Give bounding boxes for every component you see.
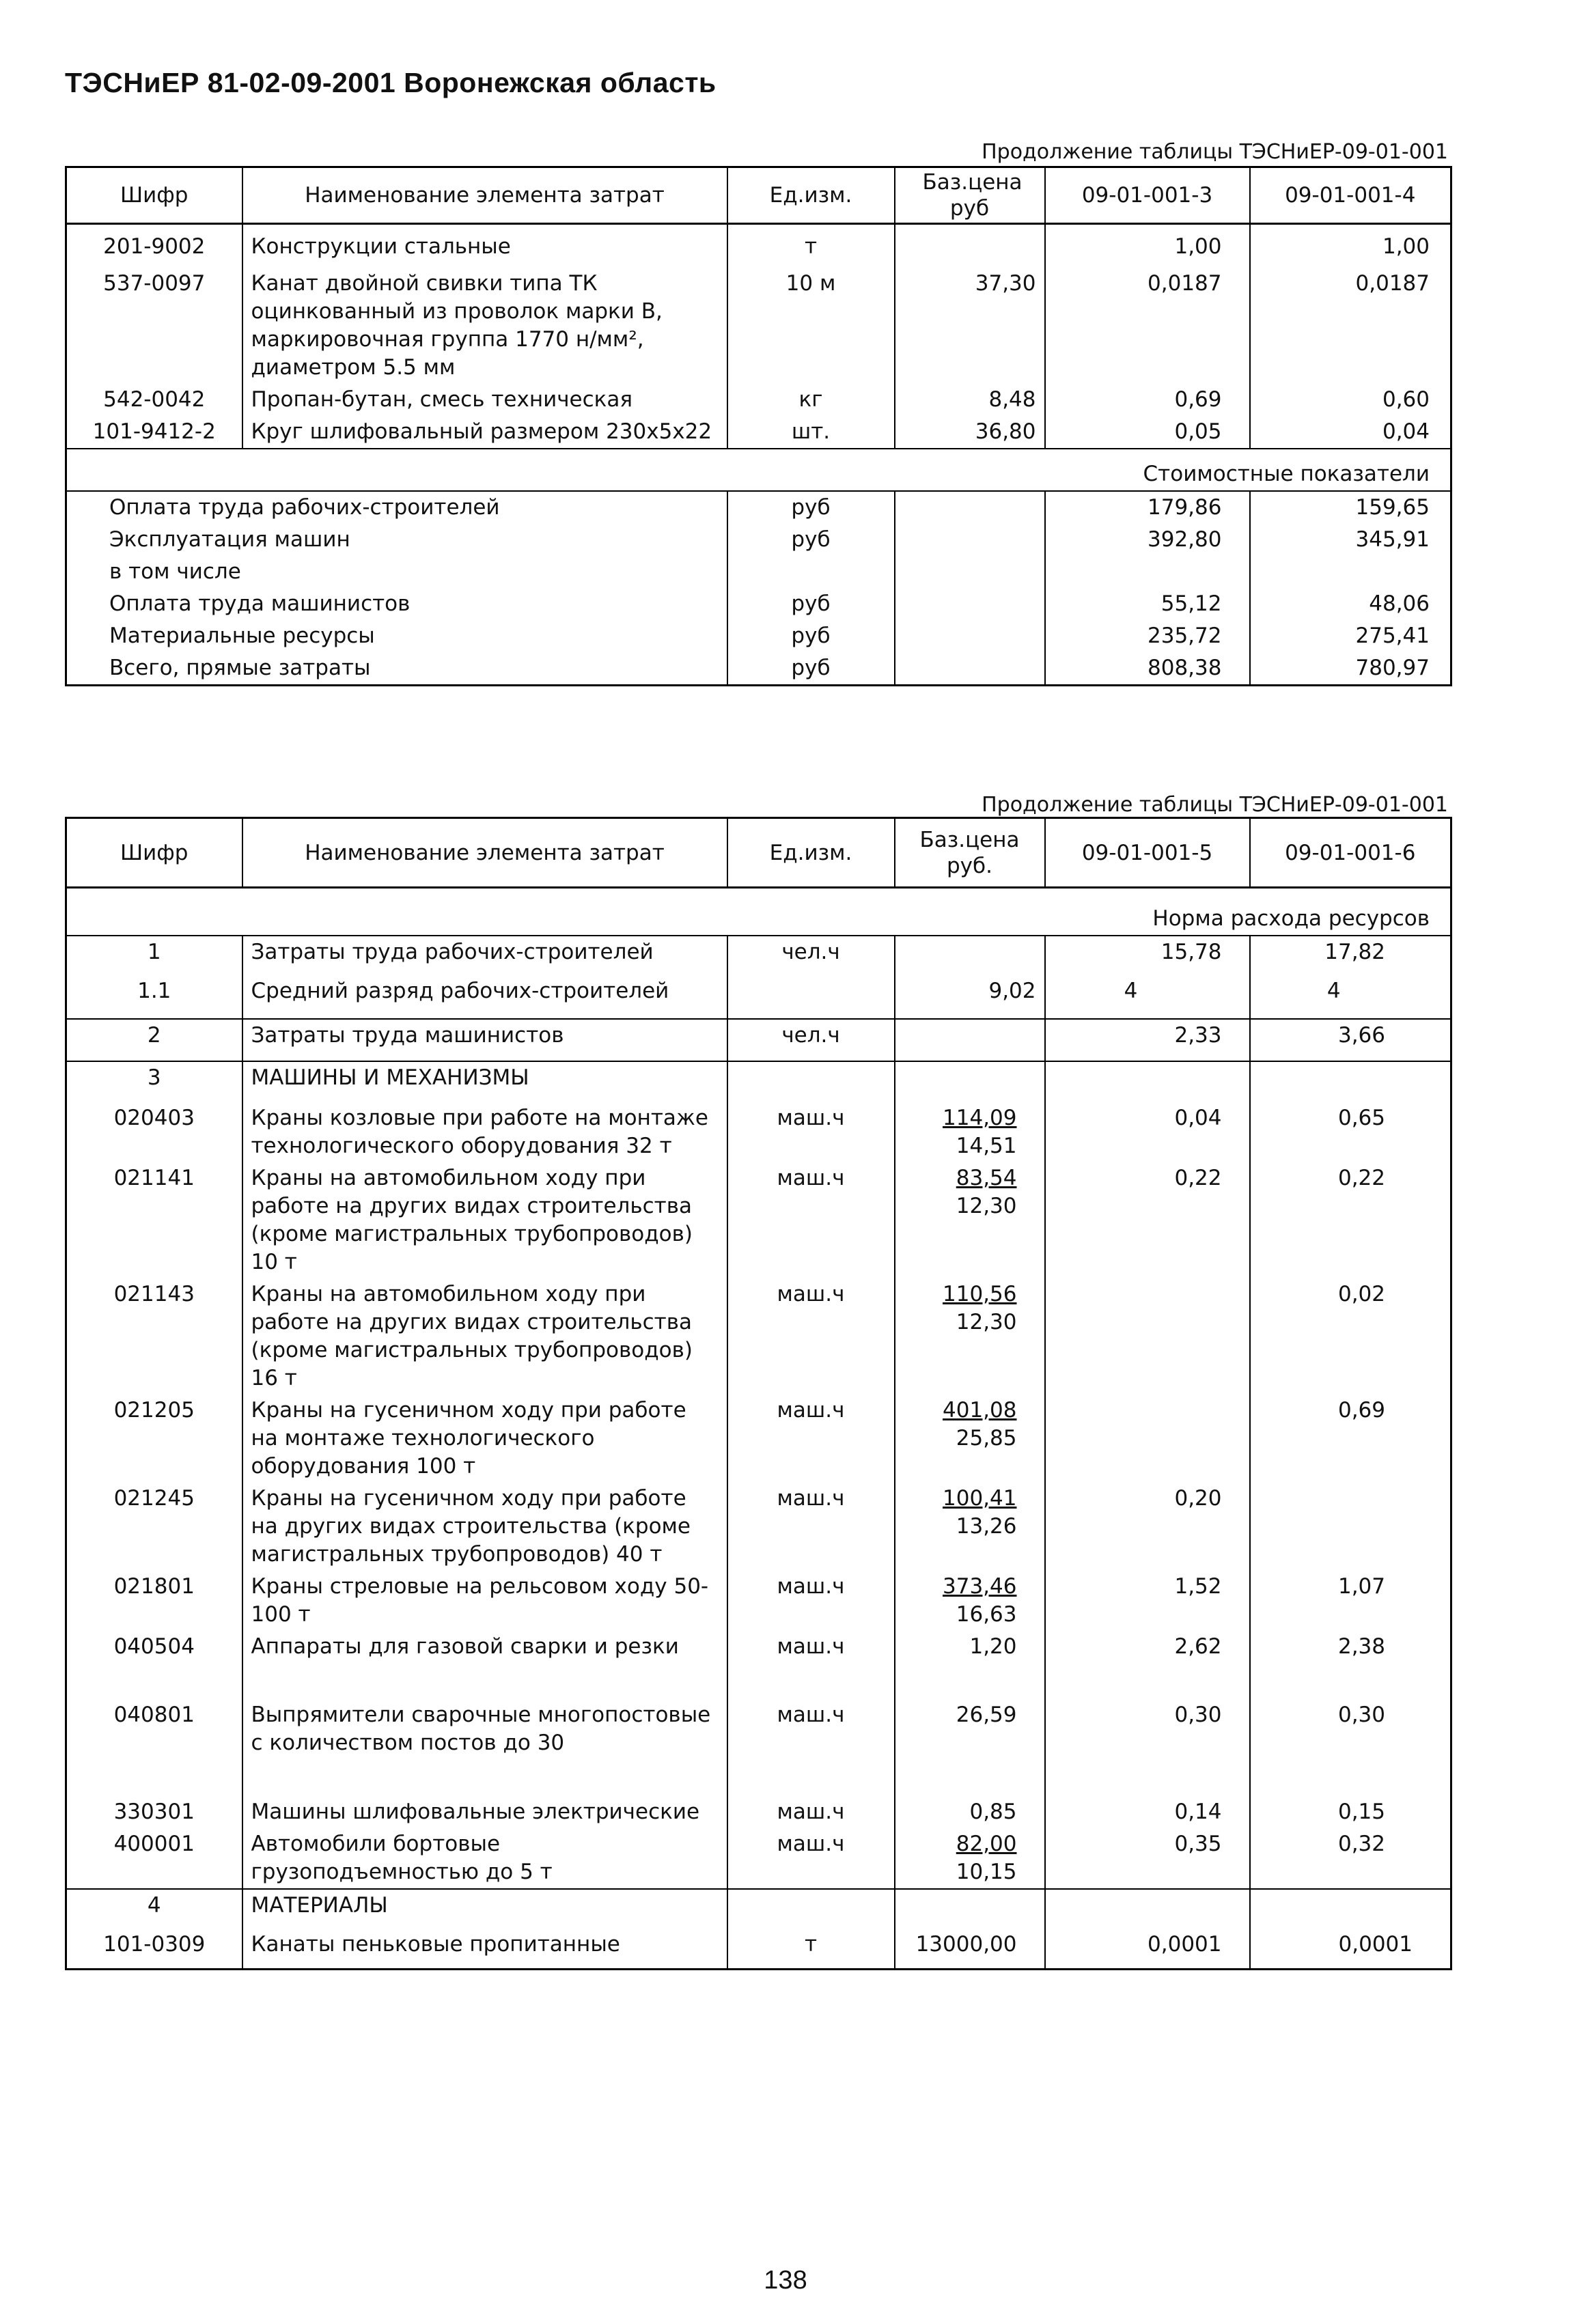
row-price	[895, 936, 1045, 975]
row-price: 26,59	[895, 1699, 1045, 1796]
table-row	[66, 1631, 1451, 1699]
row-v2	[1250, 1061, 1451, 1102]
row-v1: 15,78	[1045, 936, 1250, 975]
row-v1: 0,04	[1045, 1102, 1250, 1162]
header-col2: 09-01-001-4	[1250, 167, 1451, 224]
row-code: 4	[66, 1889, 242, 1929]
price-labor: 10,15	[956, 1859, 1017, 1884]
row-code: 021801	[66, 1571, 242, 1631]
table-row	[66, 1162, 1451, 1278]
row-code: 021141	[66, 1162, 242, 1278]
table-row	[66, 1102, 1451, 1162]
table-row	[66, 936, 1451, 975]
table-row	[66, 224, 1451, 268]
row-price	[895, 1483, 1045, 1571]
row-unit: маш.ч	[727, 1796, 895, 1828]
summary-price	[895, 652, 1045, 686]
row-code: 040801	[66, 1699, 242, 1796]
price-main: 114,09	[943, 1105, 1017, 1130]
row-v1: 0,0187	[1045, 268, 1250, 384]
row-unit	[727, 975, 895, 1019]
summary-unit: руб	[727, 588, 895, 620]
row-unit: кг	[727, 384, 895, 416]
row-code: 101-9412-2	[66, 416, 242, 449]
header-unit: Ед.изм.	[727, 167, 895, 224]
table1-caption: Продолжение таблицы ТЭСНиЕР-09-01-001	[982, 140, 1448, 164]
row-name: Краны стреловые на рельсовом ходу 50-100 т	[242, 1571, 727, 1631]
row-name: Средний разряд рабочих-строителей	[242, 975, 727, 1019]
row-v1: 0,0001	[1045, 1929, 1250, 1970]
summary-label: в том числе	[66, 556, 727, 588]
row-price	[895, 224, 1045, 268]
row-price: 8,48	[895, 384, 1045, 416]
row-v1: 0,35	[1045, 1828, 1250, 1889]
section-row	[66, 1061, 1451, 1102]
band-label-text: Норма расхода ресурсов	[1152, 906, 1430, 931]
section-row	[66, 1889, 1451, 1929]
price-labor: 12,30	[956, 1309, 1017, 1334]
band-label	[66, 888, 1451, 936]
price-main: 82,00	[956, 1831, 1017, 1856]
table-row	[66, 1929, 1451, 1970]
row-code: 1.1	[66, 975, 242, 1019]
summary-v1: 179,86	[1045, 491, 1250, 524]
row-unit: чел.ч	[727, 1019, 895, 1061]
summary-row	[66, 652, 1451, 686]
table-row	[66, 1019, 1451, 1061]
row-price: 1,20	[895, 1631, 1045, 1699]
row-name: Канат двойной свивки типа ТК оцинкованный из проволок марки В, маркировочная группа 1770 н/мм², диаметром 5.5 мм	[242, 268, 727, 384]
row-name: Затраты труда машинистов	[242, 1019, 727, 1061]
row-price	[895, 1061, 1045, 1102]
table-row	[66, 1828, 1451, 1889]
row-unit	[727, 1889, 895, 1929]
row-code: 2	[66, 1019, 242, 1061]
row-v2: 1,07	[1250, 1571, 1451, 1631]
row-unit: маш.ч	[727, 1699, 895, 1796]
table2-header-row	[66, 818, 1451, 888]
row-name: Конструкции стальные	[242, 224, 727, 268]
row-v1: 0,05	[1045, 416, 1250, 449]
table-row	[66, 384, 1451, 416]
summary-unit	[727, 556, 895, 588]
row-v1	[1045, 1395, 1250, 1483]
row-v2	[1250, 1889, 1451, 1929]
header-price: Баз.цена руб.	[895, 818, 1045, 888]
document-title: ТЭСНиЕР 81-02-09-2001 Воронежская область	[65, 67, 717, 98]
band-row	[66, 888, 1451, 936]
row-code: 400001	[66, 1828, 242, 1889]
row-v2: 3,66	[1250, 1019, 1451, 1061]
row-price	[895, 1278, 1045, 1395]
summary-v1: 392,80	[1045, 524, 1250, 556]
header-code: Шифр	[66, 167, 242, 224]
row-v2: 0,65	[1250, 1102, 1451, 1162]
table1-header-row	[66, 167, 1451, 224]
row-unit: маш.ч	[727, 1278, 895, 1395]
row-unit: маш.ч	[727, 1631, 895, 1699]
row-v1: 0,30	[1045, 1699, 1250, 1796]
row-code: 040504	[66, 1631, 242, 1699]
row-name: Краны на гусеничном ходу при работе на монтаже технологического оборудования 100 т	[242, 1395, 727, 1483]
row-code: 3	[66, 1061, 242, 1102]
header-code: Шифр	[66, 818, 242, 888]
table-row	[66, 1796, 1451, 1828]
header-unit: Ед.изм.	[727, 818, 895, 888]
summary-v2: 159,65	[1250, 491, 1451, 524]
price-labor: 13,26	[956, 1513, 1017, 1539]
row-code: 542-0042	[66, 384, 242, 416]
row-v2: 0,15	[1250, 1796, 1451, 1828]
header-price: Баз.цена руб	[895, 167, 1045, 224]
row-name: Машины шлифовальные электрические	[242, 1796, 727, 1828]
summary-price	[895, 556, 1045, 588]
row-unit: шт.	[727, 416, 895, 449]
summary-row	[66, 556, 1451, 588]
row-v2: 0,04	[1250, 416, 1451, 449]
summary-price	[895, 491, 1045, 524]
summary-price	[895, 620, 1045, 652]
row-name: Пропан-бутан, смесь техническая	[242, 384, 727, 416]
row-unit: т	[727, 1929, 895, 1970]
summary-v1: 808,38	[1045, 652, 1250, 686]
table1	[65, 166, 1452, 686]
row-v2	[1250, 1483, 1451, 1571]
table-row	[66, 1571, 1451, 1631]
row-price	[895, 1571, 1045, 1631]
summary-v2: 48,06	[1250, 588, 1451, 620]
row-unit: маш.ч	[727, 1162, 895, 1278]
price-labor: 16,63	[956, 1601, 1017, 1627]
row-v2: 0,22	[1250, 1162, 1451, 1278]
header-col2: 09-01-001-6	[1250, 818, 1451, 888]
row-price: 9,02	[895, 975, 1045, 1019]
table-row	[66, 416, 1451, 449]
row-v1: 0,22	[1045, 1162, 1250, 1278]
row-code: 021205	[66, 1395, 242, 1483]
table-row	[66, 1699, 1451, 1796]
row-v2: 2,38	[1250, 1631, 1451, 1699]
header-name: Наименование элемента затрат	[242, 167, 727, 224]
row-v2: 0,32	[1250, 1828, 1451, 1889]
row-v1	[1045, 1889, 1250, 1929]
row-code: 201-9002	[66, 224, 242, 268]
row-name: Краны на автомобильном ходу при работе на других видах строительства (кроме магистральных трубопроводов) 16 т	[242, 1278, 727, 1395]
band-label-text: Стоимостные показатели	[1143, 461, 1430, 486]
table2	[65, 817, 1452, 1970]
summary-v1: 235,72	[1045, 620, 1250, 652]
row-name: Аппараты для газовой сварки и резки	[242, 1631, 727, 1699]
row-v1: 1,00	[1045, 224, 1250, 268]
summary-unit: руб	[727, 491, 895, 524]
price-main: 401,08	[943, 1397, 1017, 1423]
row-name: Краны на автомобильном ходу при работе на других видах строительства (кроме магистральных трубопроводов) 10 т	[242, 1162, 727, 1278]
row-price: 0,85	[895, 1796, 1045, 1828]
row-price	[895, 1102, 1045, 1162]
row-unit: маш.ч	[727, 1102, 895, 1162]
row-v2: 0,60	[1250, 384, 1451, 416]
row-v2: 4	[1250, 975, 1451, 1019]
row-code: 021143	[66, 1278, 242, 1395]
row-code: 021245	[66, 1483, 242, 1571]
row-unit: маш.ч	[727, 1483, 895, 1571]
table-row	[66, 1395, 1451, 1483]
row-price: 36,80	[895, 416, 1045, 449]
summary-label: Всего, прямые затраты	[66, 652, 727, 686]
row-v1	[1045, 1278, 1250, 1395]
row-unit: 10 м	[727, 268, 895, 384]
header-col1: 09-01-001-5	[1045, 818, 1250, 888]
summary-v2	[1250, 556, 1451, 588]
summary-label: Эксплуатация машин	[66, 524, 727, 556]
summary-v2: 345,91	[1250, 524, 1451, 556]
price-labor: 25,85	[956, 1425, 1017, 1451]
row-unit: маш.ч	[727, 1828, 895, 1889]
row-v1: 0,20	[1045, 1483, 1250, 1571]
row-price	[895, 1828, 1045, 1889]
row-name: Краны на гусеничном ходу при работе на других видах строительства (кроме магистральных трубопроводов) 40 т	[242, 1483, 727, 1571]
row-name: МАТЕРИАЛЫ	[242, 1889, 727, 1929]
summary-row	[66, 524, 1451, 556]
row-name: Выпрямители сварочные многопостовые с количеством постов до 30	[242, 1699, 727, 1796]
table-row	[66, 268, 1451, 384]
summary-v1: 55,12	[1045, 588, 1250, 620]
table-row	[66, 1278, 1451, 1395]
summary-label: Материальные ресурсы	[66, 620, 727, 652]
row-v2: 1,00	[1250, 224, 1451, 268]
row-price	[895, 1162, 1045, 1278]
row-v2: 0,69	[1250, 1395, 1451, 1483]
price-main: 83,54	[956, 1165, 1017, 1190]
price-labor: 12,30	[956, 1193, 1017, 1218]
row-name: Канаты пеньковые пропитанные	[242, 1929, 727, 1970]
price-main: 373,46	[943, 1573, 1017, 1599]
row-name: Круг шлифовальный размером 230х5х22	[242, 416, 727, 449]
row-price: 13000,00	[895, 1929, 1045, 1970]
summary-unit: руб	[727, 652, 895, 686]
band-row	[66, 449, 1451, 491]
price-main: 110,56	[943, 1281, 1017, 1306]
row-unit: чел.ч	[727, 936, 895, 975]
row-name: Краны козловые при работе на монтаже технологического оборудования 32 т	[242, 1102, 727, 1162]
row-unit: маш.ч	[727, 1395, 895, 1483]
row-v1	[1045, 1061, 1250, 1102]
summary-row	[66, 491, 1451, 524]
summary-price	[895, 524, 1045, 556]
row-v1: 0,14	[1045, 1796, 1250, 1828]
table-row	[66, 1483, 1451, 1571]
row-code: 537-0097	[66, 268, 242, 384]
row-name: Затраты труда рабочих-строителей	[242, 936, 727, 975]
summary-unit: руб	[727, 620, 895, 652]
row-v2: 0,02	[1250, 1278, 1451, 1395]
table2-caption: Продолжение таблицы ТЭСНиЕР-09-01-001	[982, 793, 1448, 817]
summary-v2: 780,97	[1250, 652, 1451, 686]
row-v2: 17,82	[1250, 936, 1451, 975]
price-labor: 14,51	[956, 1133, 1017, 1158]
row-price: 37,30	[895, 268, 1045, 384]
row-code: 330301	[66, 1796, 242, 1828]
row-price	[895, 1889, 1045, 1929]
summary-row	[66, 620, 1451, 652]
row-unit: т	[727, 224, 895, 268]
row-v1: 0,69	[1045, 384, 1250, 416]
row-unit: маш.ч	[727, 1571, 895, 1631]
summary-price	[895, 588, 1045, 620]
header-name: Наименование элемента затрат	[242, 818, 727, 888]
row-v2: 0,30	[1250, 1699, 1451, 1796]
row-code: 101-0309	[66, 1929, 242, 1970]
row-price	[895, 1395, 1045, 1483]
row-name: Автомобили бортовые грузоподъемностью до 5 т	[242, 1828, 727, 1889]
row-unit	[727, 1061, 895, 1102]
summary-v2: 275,41	[1250, 620, 1451, 652]
table-row	[66, 975, 1451, 1019]
band-label	[66, 449, 1451, 491]
summary-v1	[1045, 556, 1250, 588]
row-v1: 4	[1045, 975, 1250, 1019]
row-v1: 2,33	[1045, 1019, 1250, 1061]
summary-label: Оплата труда машинистов	[66, 588, 727, 620]
summary-row	[66, 588, 1451, 620]
summary-unit: руб	[727, 524, 895, 556]
row-name: МАШИНЫ И МЕХАНИЗМЫ	[242, 1061, 727, 1102]
row-code: 020403	[66, 1102, 242, 1162]
row-code: 1	[66, 936, 242, 975]
row-v2: 0,0001	[1250, 1929, 1451, 1970]
header-col1: 09-01-001-3	[1045, 167, 1250, 224]
row-v1: 2,62	[1045, 1631, 1250, 1699]
row-v2: 0,0187	[1250, 268, 1451, 384]
page-number: 138	[764, 2266, 807, 2295]
summary-label: Оплата труда рабочих-строителей	[66, 491, 727, 524]
price-main: 100,41	[943, 1485, 1017, 1511]
row-v1: 1,52	[1045, 1571, 1250, 1631]
row-price	[895, 1019, 1045, 1061]
